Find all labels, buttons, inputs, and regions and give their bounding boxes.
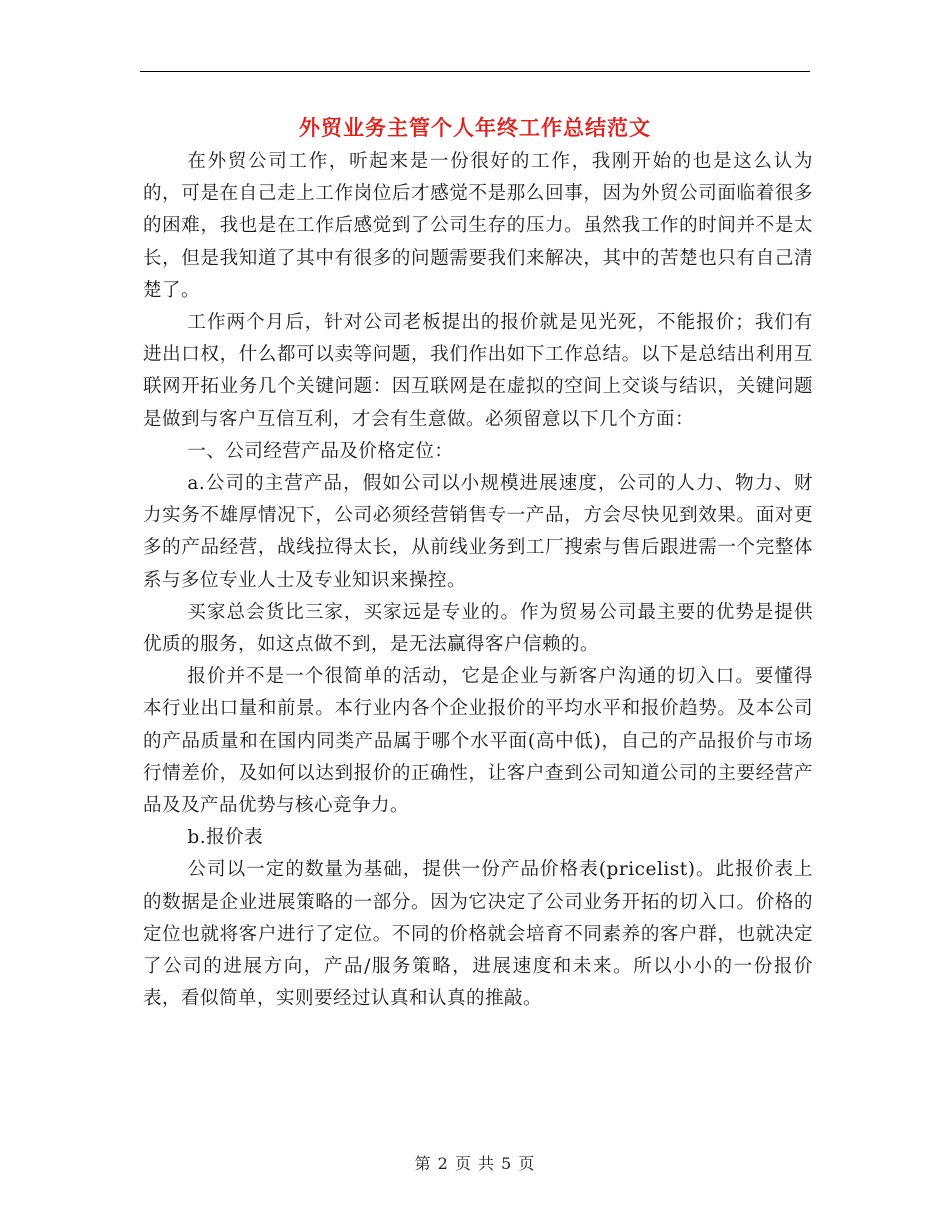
- paragraph-quotation: 报价并不是一个很简单的活动，它是企业与新客户沟通的切入口。要懂得本行业出口量和前景。本行业内各个企业报价的平均水平和报价趋势。及本公司的产品质量和在国内同类产品属于哪个水平面(高中低)，自己的产品报价与市场行情差价，及如何以达到报价的正确性，让客户查到公司知道公司的主要经营产品及及产品优势与核心竞争力。: [143, 666, 813, 817]
- document-body: [143, 146, 813, 1015]
- paragraph-buyers: 买家总会货比三家，买家远是专业的。作为贸易公司最主要的优势是提供优质的服务，如这点做不到，是无法赢得客户信赖的。: [143, 601, 813, 656]
- page-number: 第 2 页 共 5 页: [414, 1154, 536, 1173]
- paragraph-main-products: a.公司的主营产品，假如公司以小规模进展速度，公司的人力、物力、财力实务不雄厚情况下，公司必须经营销售专一产品，方会尽快见到效果。面对更多的产品经营，战线拉得太长，从前线业务到工厂搜索与售后跟进需一个完整体系与多位专业人士及专业知识来操控。: [143, 473, 813, 591]
- document-title: 外贸业务主管个人年终工作总结范文: [299, 115, 651, 140]
- section-heading-products: 一、公司经营产品及价格定位：: [187, 440, 454, 462]
- subheading-price-list: b.报价表: [187, 827, 264, 849]
- paragraph-price-list: 公司以一定的数量为基础，提供一份产品价格表(pricelist)。此报价表上的数据是企业进展策略的一部分。因为它决定了公司业务开拓的切入口。价格的定位也就将客户进行了定位。不同的价格就会培育不同素养的客户群，也就决定了公司的进展方向，产品/服务策略，进展速度和未来。所以小小的一份报价表，看似简单，实则要经过认真和认真的推敲。: [143, 859, 813, 1010]
- header-rule: [140, 71, 810, 72]
- paragraph-intro: 在外贸公司工作，听起来是一份很好的工作，我刚开始的也是这么认为的，可是在自己走上工作岗位后才感觉不是那么回事，因为外贸公司面临着很多的困难，我也是在工作后感觉到了公司生存的压力。虽然我工作的时间并不是太长，但是我知道了其中有很多的问题需要我们来解决，其中的苦楚也只有自己清楚了。: [143, 151, 813, 301]
- paragraph-summary: 工作两个月后，针对公司老板提出的报价就是见光死，不能报价；我们有进出口权，什么都可以卖等问题，我们作出如下工作总结。以下是总结出利用互联网开拓业务几个关键问题：因互联网是在虚拟的空间上交谈与结识，关键问题是做到与客户互信互利，才会有生意做。必须留意以下几个方面：: [143, 312, 813, 430]
